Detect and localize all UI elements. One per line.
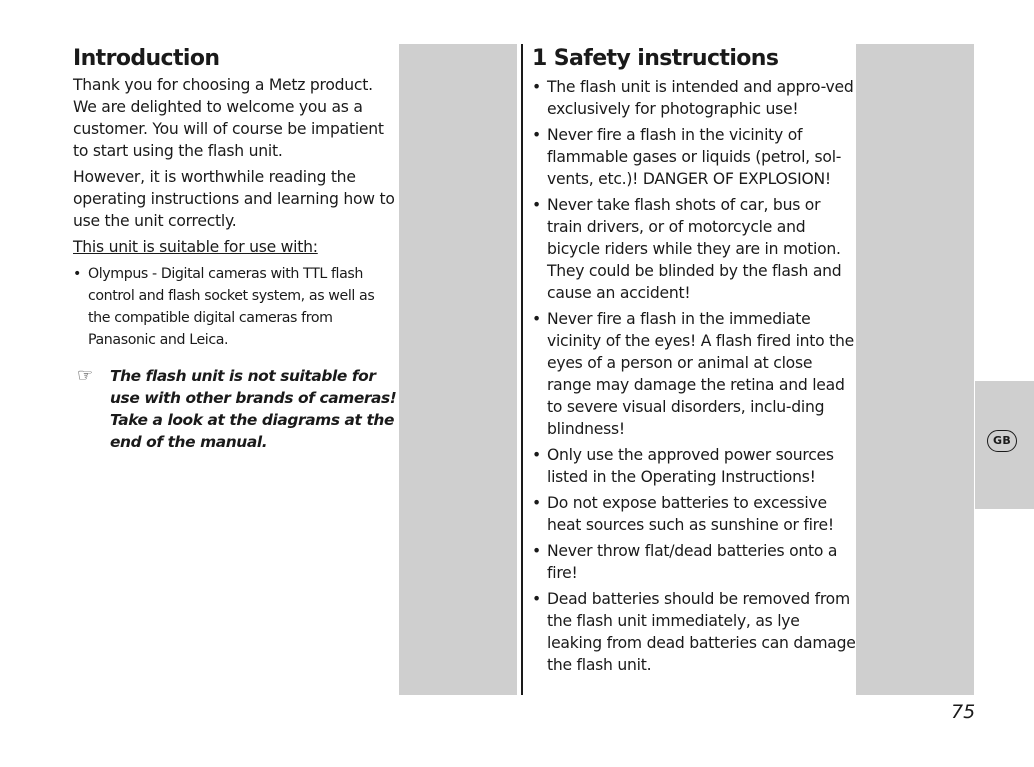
suitable-heading: This unit is suitable for use with: <box>73 238 318 256</box>
intro-paragraph: Thank you for choosing a Metz product. We are delighted to welcome you as a customer. You will of course be impatient to start using the flash unit. <box>73 76 384 160</box>
list-item: • Never fire a flash in the vicinity of flammable gases or liquids (petrol, sol-vents, etc.)! DANGER OF EXPLOSION! <box>532 124 856 190</box>
intro-paragraph: However, it is worthwhile reading the operating instructions and learning how to use the unit correctly. <box>73 168 395 230</box>
right-margin-gray-band <box>856 44 974 695</box>
pointing-hand-icon: ☞ <box>77 365 93 386</box>
column-divider <box>521 44 523 695</box>
list-item: • Never fire a flash in the immediate vicinity of the eyes! A flash fired into the eyes of a person or animal at close range may damage the retina and lead to severe visual disorders, inclu-ding blindness! <box>532 308 856 440</box>
page-number: 75 <box>951 701 976 723</box>
language-badge: GB <box>987 430 1017 452</box>
list-item: • Olympus - Digital cameras with TTL flash control and flash socket system, as well as the compatible digital cameras from Panasonic and Leica. <box>73 263 397 351</box>
list-item: • Never take flash shots of car, bus or train drivers, or of motorcycle and bicycle riders while they are in motion. They could be blinded by the flash and cause an accident! <box>532 194 856 304</box>
safety-heading: 1 Safety instructions <box>532 46 779 71</box>
note-box <box>73 365 397 453</box>
list-item: • Dead batteries should be removed from the flash unit immediately, as lye leaking from dead batteries can damage the flash unit. <box>532 588 856 676</box>
list-item: • The flash unit is intended and appro-ved exclusively for photographic use! <box>532 76 856 120</box>
list-item: • Never throw flat/dead batteries onto a fire! <box>532 540 856 584</box>
introduction-heading: Introduction <box>73 46 220 71</box>
left-margin-gray-band <box>399 44 517 695</box>
list-item: • Only use the approved power sources listed in the Operating Instructions! <box>532 444 856 488</box>
introduction-column <box>73 44 397 453</box>
note-line: Take a look at the diagrams at the end of the manual. <box>110 411 394 451</box>
compatible-cameras-list <box>73 263 397 351</box>
safety-column <box>532 44 856 680</box>
safety-list <box>532 76 856 676</box>
note-line: The flash unit is not suitable for use with other brands of cameras! <box>110 367 397 407</box>
list-item: • Do not expose batteries to excessive heat sources such as sunshine or fire! <box>532 492 856 536</box>
